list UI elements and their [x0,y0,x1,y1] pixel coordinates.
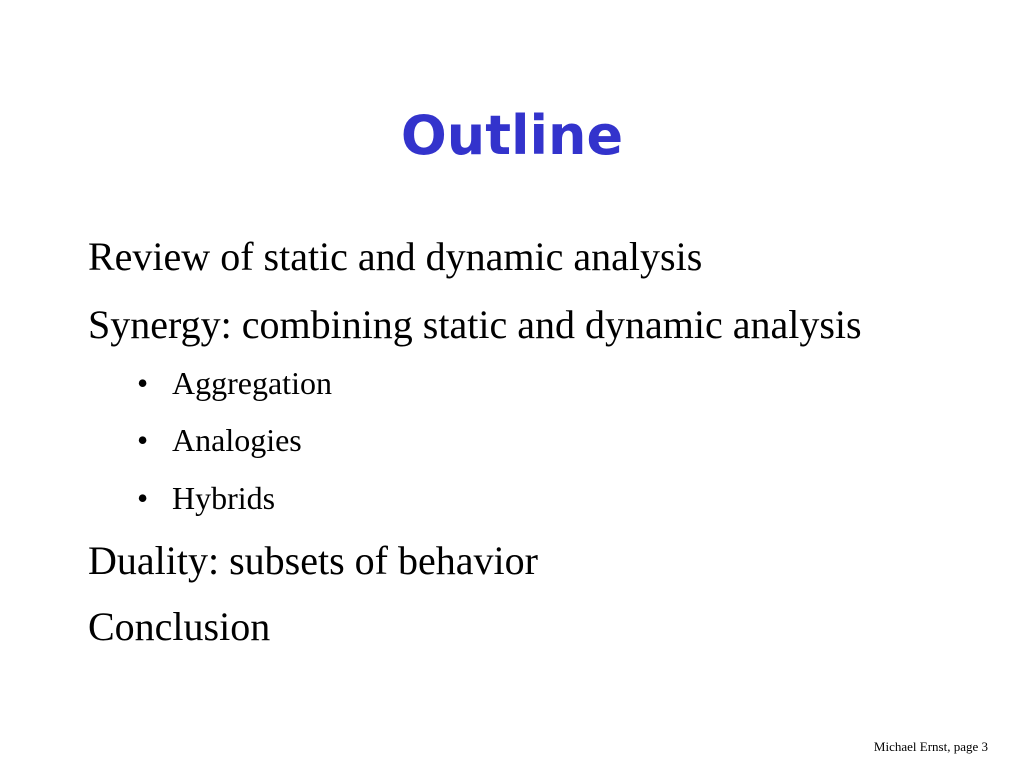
outline-subitem-aggregation: Aggregation [172,365,332,401]
bullet-icon: • [137,365,149,401]
outline-item-review: Review of static and dynamic analysis [88,234,703,279]
outline-subitem-hybrids: Hybrids [172,480,276,516]
bullet-icon: • [137,480,149,516]
bullet-icon: • [137,422,149,458]
outline-subitem-analogies: Analogies [172,422,302,458]
outline-item-conclusion: Conclusion [88,604,271,649]
outline-item-duality: Duality: subsets of behavior [88,538,538,583]
slide-footer: Michael Ernst, page 3 [873,739,988,754]
slide-title: Outline [400,104,624,167]
outline-item-synergy: Synergy: combining static and dynamic analysis [88,302,862,347]
